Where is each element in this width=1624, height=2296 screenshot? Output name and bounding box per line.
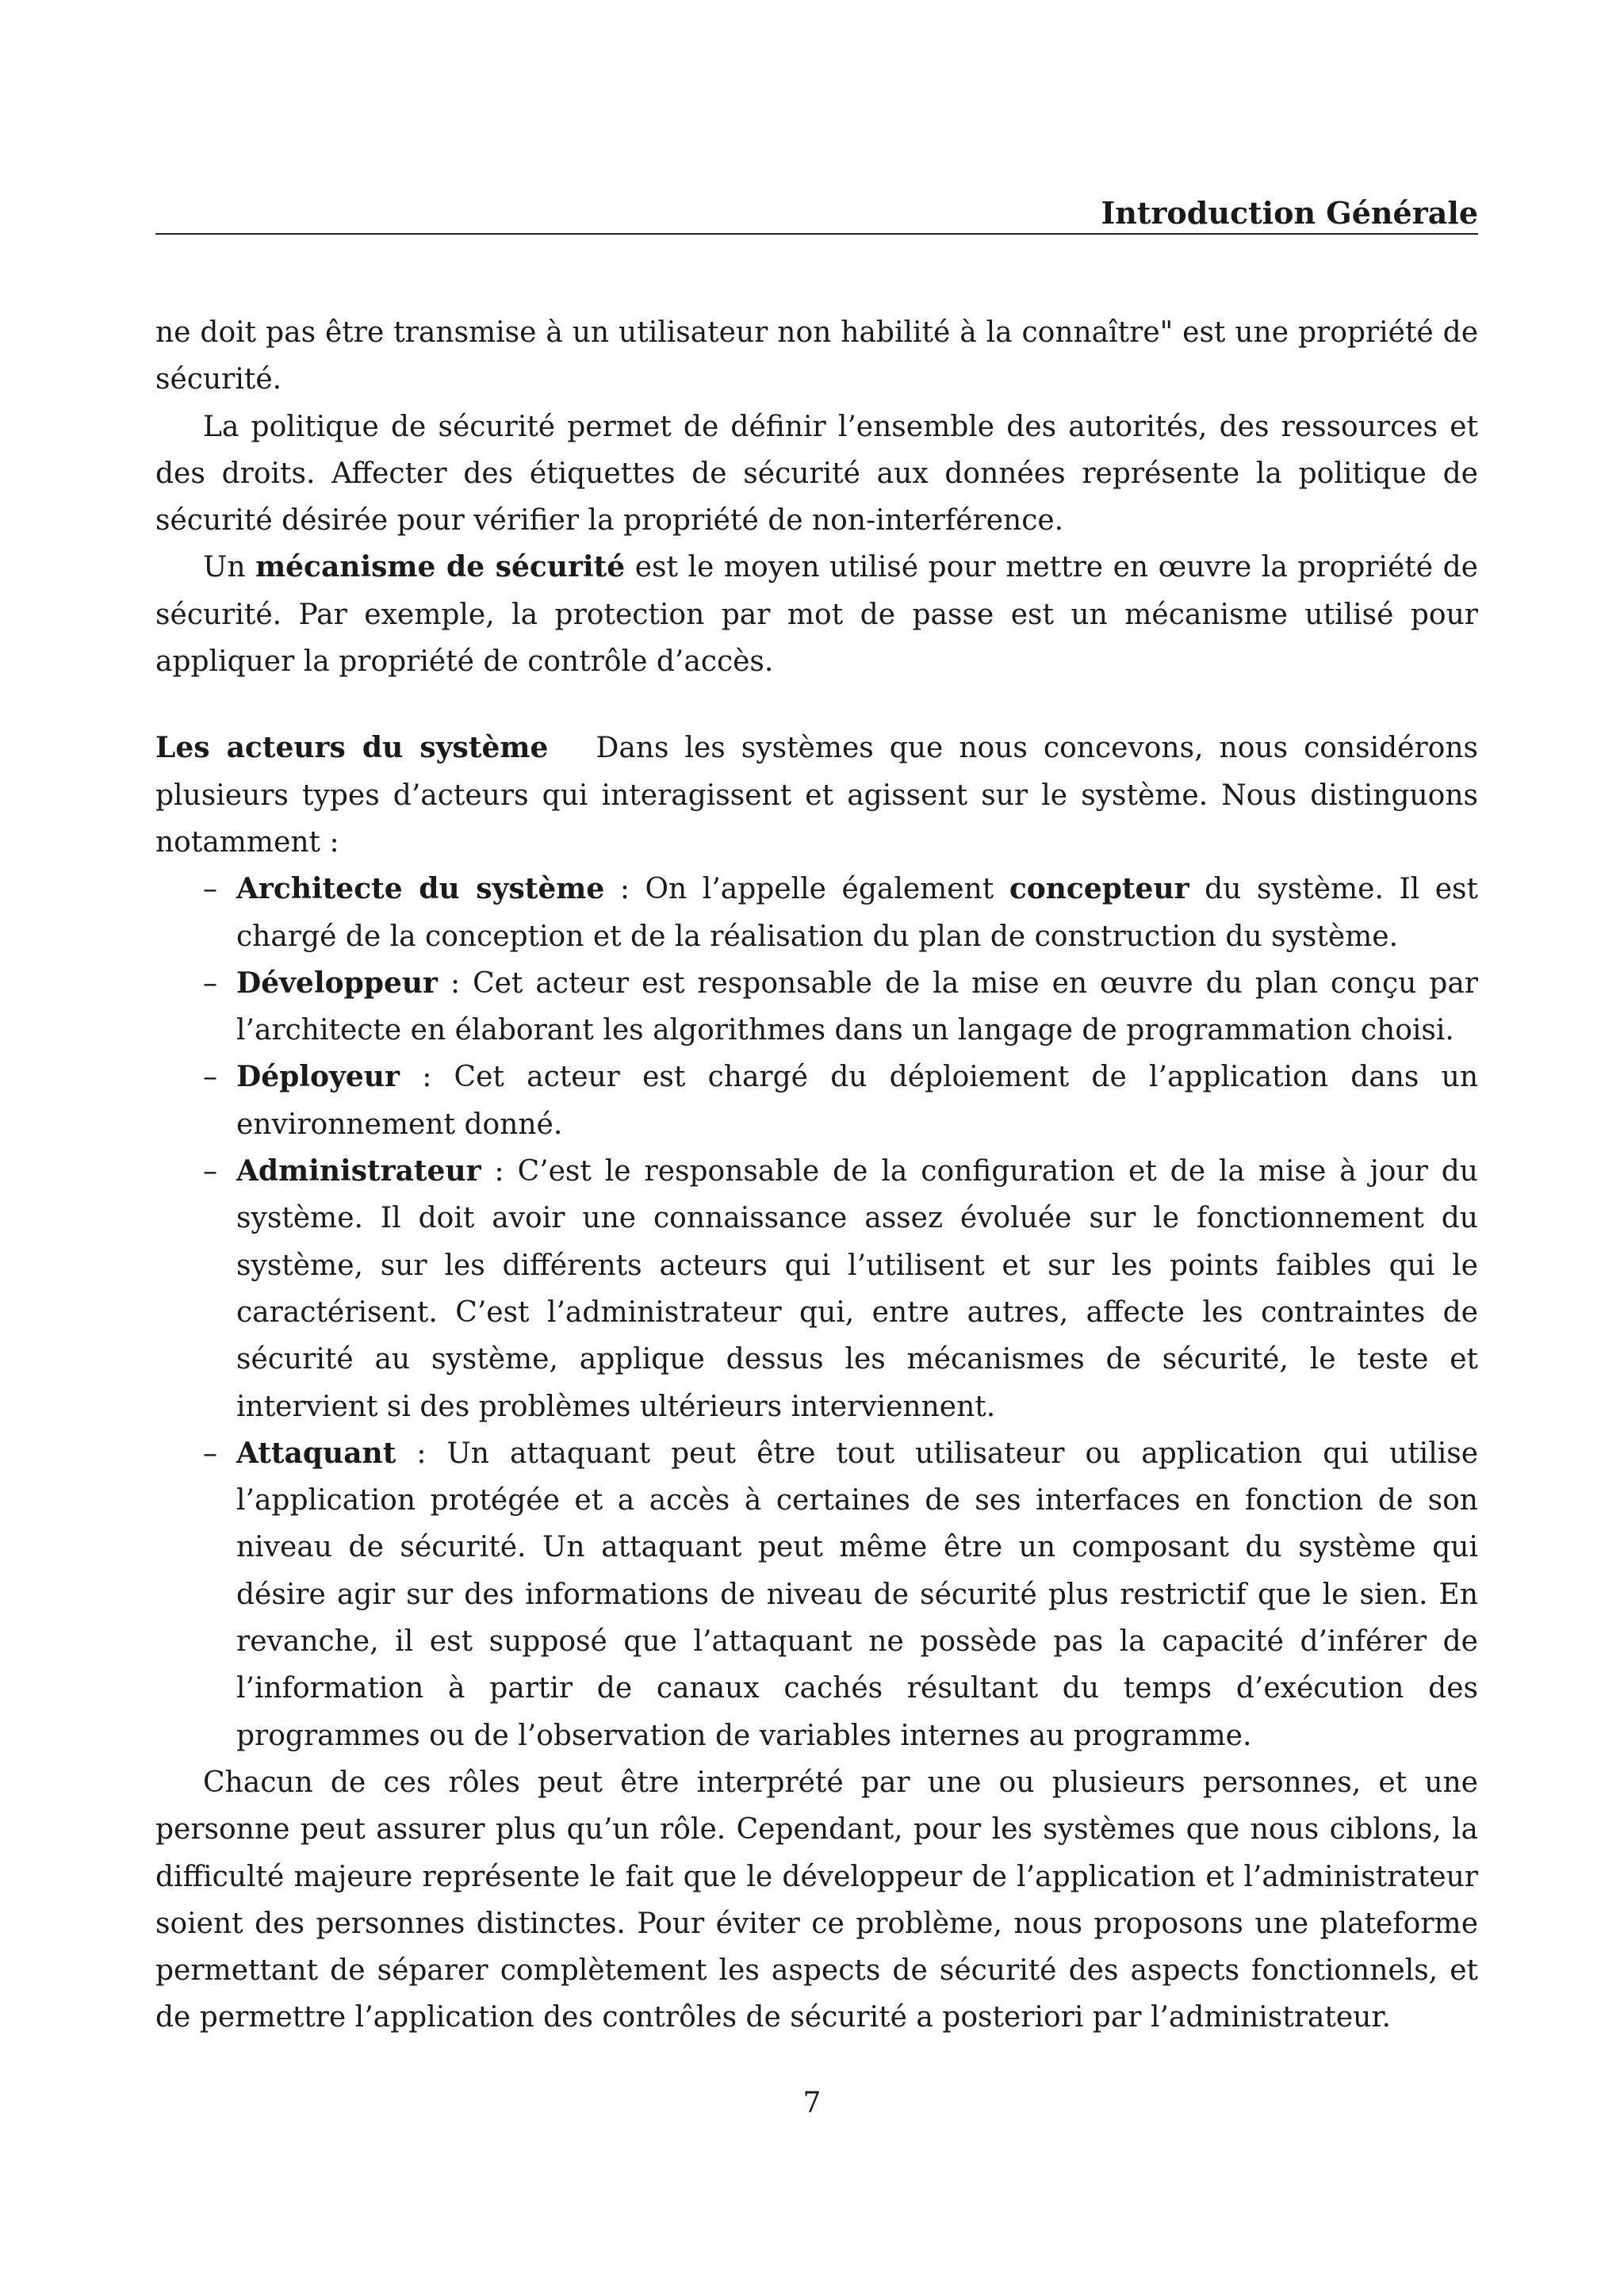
list-item-architecte xyxy=(203,866,1478,960)
list-dash: – xyxy=(203,1155,217,1188)
term-developpeur: Développeur xyxy=(236,966,439,1000)
list-item-attaquant xyxy=(203,1430,1478,1759)
list-dash: – xyxy=(203,1061,217,1094)
term-deployeur: Déployeur xyxy=(236,1060,400,1094)
paragraph-continuation: ne doit pas être transmise à un utilisateur non habilité à la connaître" est une propriété de sécurité. xyxy=(155,316,1478,396)
body-text xyxy=(155,309,1478,2042)
administrateur-text: : C’est le responsable de la configuration et de la mise à jour du système. Il doit avoir une connaissance assez évoluée sur le fonctionnement du système, sur les différents acteurs qui l’utilisent et sur les points faibles qui le caractérisent. C’est l’administrateur qui, entre autres, affecte les contraintes de sécurité au système, applique dessus les mécanismes de sécurité, le teste et intervient si des problèmes ultérieurs interviennent. xyxy=(236,1155,1478,1423)
developpeur-text: : Cet acteur est responsable de la mise en œuvre du plan conçu par l’architecte en élaborant les algorithmes dans un langage de programmation choisi. xyxy=(236,966,1478,1047)
attaquant-text: : Un attaquant peut être tout utilisateur ou application qui utilise l’application protégée et a accès à certaines de ses interfaces en fonction de son niveau de sécurité. Un attaquant peut même être un composant du système qui désire agir sur des informations de niveau de sécurité plus restrictif que le sien. En revanche, il est supposé que l’attaquant ne possède pas la capacité d’inférer de l’information à partir de canaux cachés résultant du temps d’exécution des programmes ou de l’observation de variables internes au programme. xyxy=(236,1437,1478,1752)
header-title: Introduction Générale xyxy=(1101,195,1478,231)
architecte-text-1: : On l’appelle également xyxy=(604,873,1009,906)
paragraph-closing: Chacun de ces rôles peut être interprété par une ou plusieurs personnes, et une personne peut assurer plus qu’un rôle. Cependant, pour les systèmes que nous ciblons, la difficulté majeure représente le fait que le développeur de l’application et l’administrateur soient des personnes distinctes. Pour éviter ce problème, nous proposons une plateforme permettant de séparer complètement les aspects de sécurité des aspects fonctionnels, et de permettre l’application des contrôles de sécurité a posteriori par l’administrateur. xyxy=(155,1766,1478,2034)
deployeur-text: : Cet acteur est chargé du déploiement de l’application dans un environnement donné. xyxy=(236,1061,1478,1141)
term-security-mechanism: mécanisme de sécurité xyxy=(255,550,626,584)
term-concepteur: concepteur xyxy=(1009,872,1189,906)
list-item-administrateur xyxy=(203,1148,1478,1430)
list-item-developpeur xyxy=(203,960,1478,1054)
p3-start: Un xyxy=(203,551,256,584)
term-attaquant: Attaquant xyxy=(236,1436,396,1470)
list-dash: – xyxy=(203,966,217,1000)
section-actors xyxy=(155,725,1478,866)
term-architecte: Architecte du système xyxy=(236,872,605,906)
list-item-deployeur xyxy=(203,1054,1478,1148)
paragraph-security-policy: La politique de sécurité permet de définir l’ensemble des autorités, des ressources et des droits. Affecter des étiquettes de sécurité aux données représente la politique de sécurité désirée pour vérifier la propriété de non-interférence. xyxy=(155,410,1478,538)
actor-list xyxy=(155,866,1478,1759)
page-number: 7 xyxy=(802,2087,822,2119)
section-title: Les acteurs du système xyxy=(155,731,549,765)
p3-rest: est le moyen utilisé pour mettre en œuvre la propriété de sécurité. Par exemple, la protection par mot de passe est un mécanisme utilisé pour appliquer la propriété de contrôle d’accès. xyxy=(155,551,1478,679)
list-dash: – xyxy=(203,873,217,906)
term-administrateur: Administrateur xyxy=(236,1154,481,1188)
section-intro: Dans les systèmes que nous concevons, nous considérons plusieurs types d’acteurs qui interagissent et agissent sur le système. Nous distinguons notamment : xyxy=(155,732,1478,859)
paragraph-security-mechanism xyxy=(155,544,1478,685)
list-dash: – xyxy=(203,1437,217,1470)
running-header xyxy=(155,189,1478,235)
architecte-text-2: du système. Il est chargé de la conception et de la réalisation du plan de construction du système. xyxy=(236,873,1478,953)
